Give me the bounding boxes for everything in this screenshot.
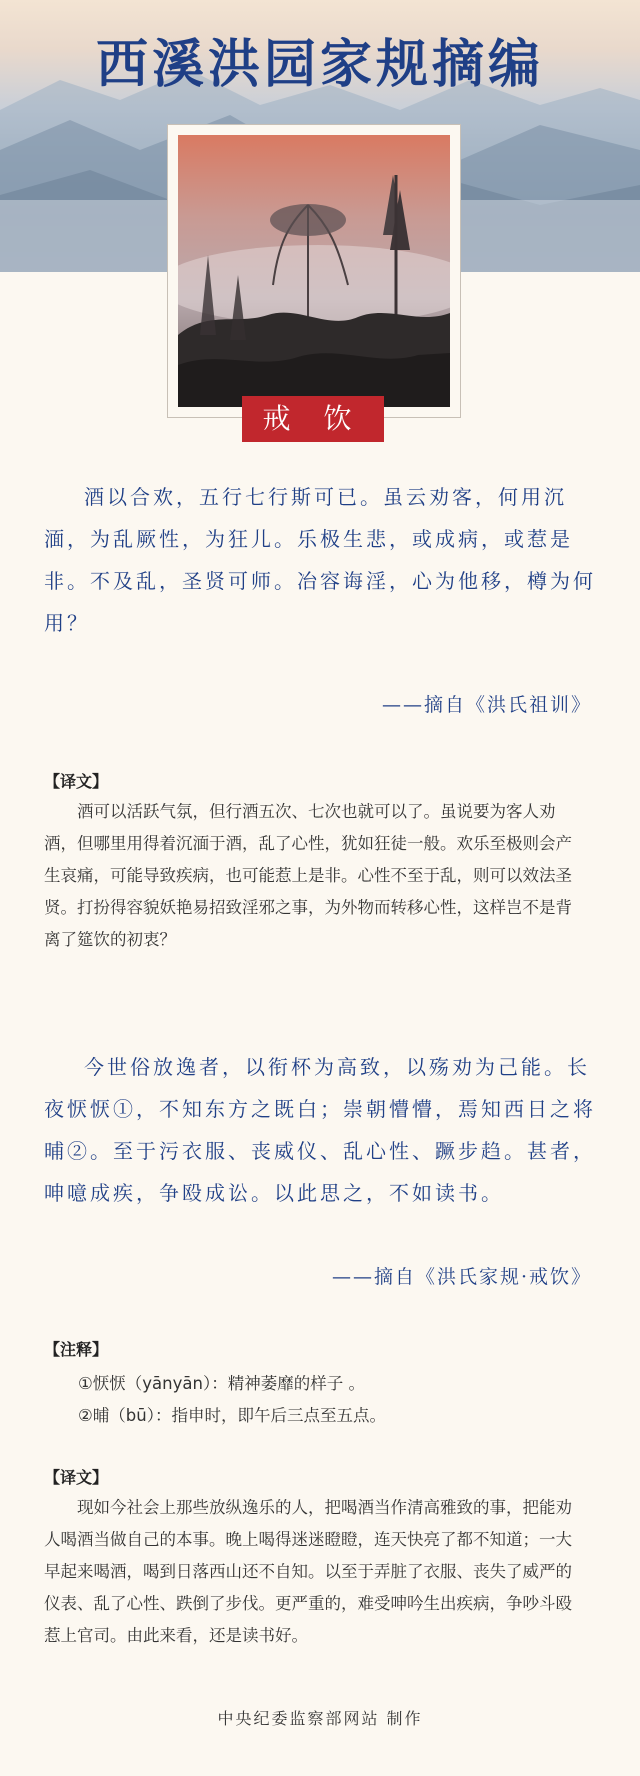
source-citation-2: ——摘自《洪氏家规·戒饮》 <box>331 1266 592 1288</box>
misty-forest-photo <box>178 135 450 407</box>
classical-text-1: 酒以合欢，五行七行斯可已。虽云劝客，何用沉湎，为乱厥性，为狂儿。乐极生悲，或成病，或惹是非。不及乱，圣贤可师。冶容诲淫，心为他移，樽为何用？ <box>44 485 596 635</box>
notes-label: 【注释】 <box>44 1340 109 1359</box>
page-title: 西溪洪园家规摘编 <box>95 34 544 95</box>
photo-frame <box>167 124 461 418</box>
source-citation-1: ——摘自《洪氏祖训》 <box>381 694 592 716</box>
chapter-tag: 戒 饮 <box>242 396 384 442</box>
classical-text-2: 今世俗放逸者，以衔杯为高致，以殇劝为己能。长夜恹恹①，不知东方之既白；崇朝懵懵，焉知西日之将晡②。至于污衣服、丧威仪、乱心性、蹶步趋。甚者，呻噫成疾，争殴成讼。以此思之，不如读书。 <box>44 1055 596 1205</box>
note-1: ①恹恹（yānyān）：精神萎靡的样子 。 <box>78 1374 365 1393</box>
footer-credit: 中央纪委监察部网站 制作 <box>217 1709 423 1728</box>
translation-label-1: 【译文】 <box>44 772 109 791</box>
translation-text-2: 现如今社会上那些放纵逸乐的人，把喝酒当作清高雅致的事，把能劝人喝酒当做自己的本事。晚上喝得迷迷瞪瞪，连天快亮了都不知道；一大早起来喝酒，喝到日落西山还不自知。以至于弄脏了衣服、丧失了威严的仪表、乱了心性、跌倒了步伐。更严重的，难受呻吟生出疾病，争吵斗殴惹上官司。由此来看，还是读书好。 <box>44 1498 572 1645</box>
note-2: ②晡（bū）：指申时，即午后三点至五点。 <box>78 1406 386 1425</box>
translation-text-1: 酒可以活跃气氛，但行酒五次、七次也就可以了。虽说要为客人劝酒，但哪里用得着沉湎于酒，乱了心性，犹如狂徒一般。欢乐至极则会产生哀痛，可能导致疾病，也可能惹上是非。心性不至于乱，则可以效法圣贤。打扮得容貌妖艳易招致淫邪之事，为外物而转移心性，这样岂不是背离了筵饮的初衷？ <box>44 802 572 949</box>
translation-label-2: 【译文】 <box>44 1468 109 1487</box>
